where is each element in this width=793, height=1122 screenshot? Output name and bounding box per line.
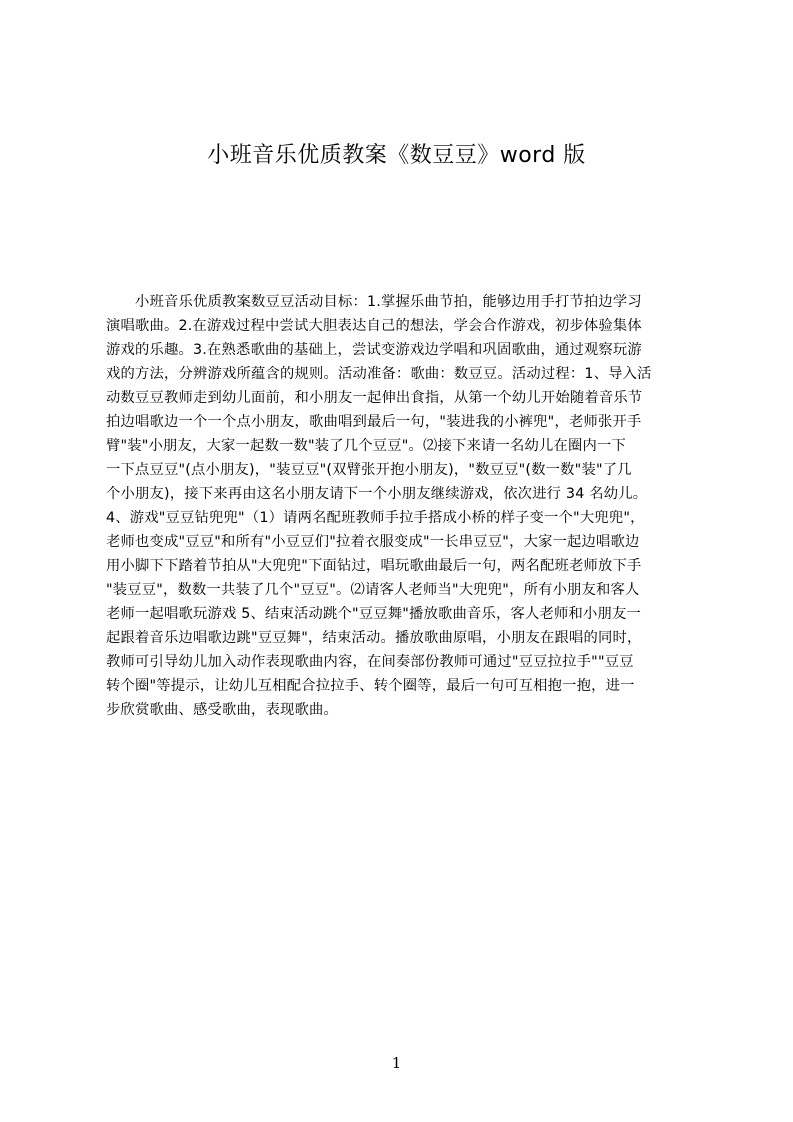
text-line: 拍边唱歌边一个一个点小朋友，歌曲唱到最后一句，"装进我的小裤兜"，老师张开手 bbox=[106, 414, 642, 430]
text-line: 演唱歌曲。2.在游戏过程中尝试大胆表达自己的想法，学会合作游戏，初步体验集体 bbox=[106, 318, 642, 334]
text-line: 老师一起唱歌玩游戏 5、结束活动跳个"豆豆舞"播放歌曲音乐，客人老师和小朋友一 bbox=[106, 606, 641, 622]
document-title: 小班音乐优质教案《数豆豆》word 版 bbox=[207, 143, 586, 168]
text-line: 游戏的乐趣。3.在熟悉歌曲的基础上，尝试变游戏边学唱和巩固歌曲，通过观察玩游 bbox=[106, 342, 642, 358]
text-line: 4、游戏"豆豆钻兜兜"（1）请两名配班教师手拉手搭成小桥的样子变一个"大兜兜"， bbox=[106, 510, 645, 526]
text-line: 起跟着音乐边唱歌边跳"豆豆舞"，结束活动。播放歌曲原唱，小朋友在跟唱的同时， bbox=[106, 630, 642, 646]
text-line: 教师可引导幼儿加入动作表现歌曲内容，在间奏部份教师可通过"豆豆拉拉手""豆豆 bbox=[106, 654, 634, 670]
text-line: 动数豆豆教师走到幼儿面前，和小朋友一起伸出食指，从第一个幼儿开始随着音乐节 bbox=[106, 390, 643, 406]
text-line: 一下点豆豆"(点小朋友)，"装豆豆"(双臂张开抱小朋友)，"数豆豆"(数一数"装"了几 bbox=[106, 462, 632, 478]
text-line: 用小脚下下踏着节拍从"大兜兜"下面钻过，唱玩歌曲最后一句，两名配班老师放下手 bbox=[106, 558, 642, 574]
text-line: 小班音乐优质教案数豆豆活动目标：1.掌握乐曲节拍，能够边用手打节拍边学习 bbox=[106, 294, 642, 310]
text-line: 个小朋友)，接下来再由这名小朋友请下一个小朋友继续游戏，依次进行 34 名幼儿。 bbox=[106, 486, 648, 502]
text-line: 臂"装"小朋友，大家一起数一数"装了几个豆豆"。⑵接下来请一名幼儿在圈内一下 bbox=[106, 438, 626, 454]
page-number: 1 bbox=[391, 1054, 402, 1072]
text-line: 转个圈"等提示，让幼儿互相配合拉拉手、转个圈等，最后一句可互相抱一抱，进一 bbox=[106, 678, 635, 694]
text-line: 步欣赏歌曲、感受歌曲，表现歌曲。 bbox=[106, 702, 338, 718]
body-paragraph bbox=[106, 290, 698, 782]
text-line: 老师也变成"豆豆"和所有"小豆豆们"拉着衣服变成"一长串豆豆"，大家一起边唱歌边 bbox=[106, 534, 640, 550]
text-line: "装豆豆"，数数一共装了几个"豆豆"。⑵请客人老师当"大兜兜"，所有小朋友和客人 bbox=[106, 582, 640, 598]
text-line: 戏的方法，分辨游戏所蕴含的规则。活动准备：歌曲：数豆豆。活动过程：1、导入活 bbox=[106, 366, 652, 382]
